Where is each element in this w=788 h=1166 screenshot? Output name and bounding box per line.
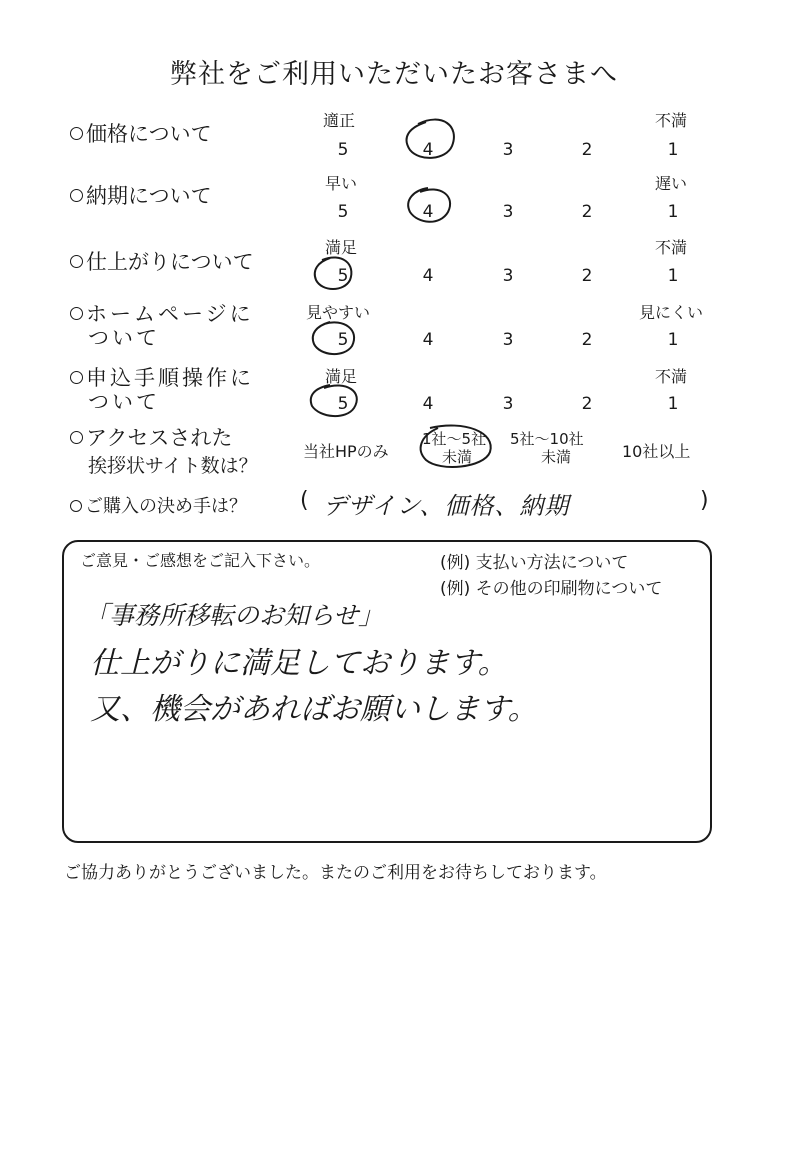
q2-left-label: 早い (325, 174, 358, 193)
comment-example-1: (例) 支払い方法について (440, 553, 629, 573)
q4-option-5[interactable]: 5 (337, 330, 349, 350)
comment-line-3: 又、機会があればお願いします。 (90, 692, 538, 727)
footer-thanks: ご協力ありがとうございました。またのご利用をお待ちしております。 (64, 863, 607, 883)
q1-option-1[interactable]: 1 (667, 140, 679, 160)
q1-option-5[interactable]: 5 (337, 140, 349, 160)
question-homepage: ホームページに (70, 302, 254, 326)
q1-selection-circle (407, 120, 454, 158)
q3-option-2[interactable]: 2 (581, 266, 593, 286)
decision-open-paren: ( (300, 488, 309, 513)
q1-left-label: 適正 (323, 111, 356, 130)
q2-option-3[interactable]: 3 (502, 202, 514, 222)
q5-option-2[interactable]: 2 (581, 394, 593, 414)
q5-selection-circle (311, 385, 357, 416)
decision-close-paren: ) (700, 488, 709, 513)
question-price: 価格について (70, 122, 212, 146)
question-access-sites-line2: 挨拶状サイト数は？ (88, 455, 258, 477)
access-option-1-5[interactable]: 1社〜5社 (422, 430, 487, 448)
q3-option-1[interactable]: 1 (667, 266, 679, 286)
decision-answer[interactable]: デザイン、価格、納期 (323, 492, 570, 520)
q1-option-2[interactable]: 2 (581, 140, 593, 160)
comment-line-2: 仕上がりに満足しております。 (90, 646, 508, 681)
q2-right-label: 遅い (655, 174, 688, 193)
q2-selection-circle (408, 188, 450, 222)
page-title: 弊社をご利用いただいたお客さまへ (170, 59, 618, 90)
q4-option-4[interactable]: 4 (422, 330, 434, 350)
q3-selection-circle (315, 257, 352, 289)
q3-option-5[interactable]: 5 (337, 266, 349, 286)
q5-option-1[interactable]: 1 (667, 394, 679, 414)
q1-right-label: 不満 (655, 111, 688, 130)
question-application-procedure-line2: ついて (88, 390, 160, 414)
q2-option-2[interactable]: 2 (581, 202, 593, 222)
question-delivery: 納期について (70, 184, 212, 208)
access-option-5-10-line2: 未満 (541, 448, 572, 466)
q2-option-5[interactable]: 5 (337, 202, 349, 222)
q3-option-4[interactable]: 4 (422, 266, 434, 286)
q5-option-3[interactable]: 3 (502, 394, 514, 414)
q4-option-2[interactable]: 2 (581, 330, 593, 350)
question-decision: ご購入の決め手は？ (70, 492, 247, 518)
q3-option-3[interactable]: 3 (502, 266, 514, 286)
q5-option-5[interactable]: 5 (337, 394, 349, 414)
access-option-own-hp[interactable]: 当社HPのみ (303, 442, 389, 461)
comment-prompt: ご意見・ご感想をご記入下さい。 (80, 551, 321, 570)
access-option-10-plus[interactable]: 10社以上 (622, 442, 691, 461)
q5-left-label: 満足 (325, 367, 358, 386)
q1-option-4[interactable]: 4 (422, 140, 434, 160)
q4-option-3[interactable]: 3 (502, 330, 514, 350)
access-option-1-5-line2: 未満 (442, 448, 473, 466)
question-homepage-line2: ついて (88, 326, 160, 350)
question-access-sites: アクセスされた (70, 426, 232, 450)
q1-option-3[interactable]: 3 (502, 140, 514, 160)
comment-example-2: (例) その他の印刷物について (440, 579, 663, 599)
q3-right-label: 不満 (655, 238, 688, 257)
question-finish: 仕上がりについて (70, 250, 254, 274)
q2-option-4[interactable]: 4 (422, 202, 434, 222)
q4-selection-circle (313, 322, 354, 354)
q3-left-label: 満足 (325, 238, 358, 257)
comment-line-1: 「事務所移転のお知らせ」 (84, 601, 384, 630)
q4-option-1[interactable]: 1 (667, 330, 679, 350)
access-option-5-10[interactable]: 5社〜10社 (510, 430, 584, 448)
access-selection-circle (421, 425, 491, 466)
q4-left-label: 見やすい (306, 303, 371, 322)
question-application-procedure: 申込手順操作に (70, 366, 254, 390)
q5-right-label: 不満 (655, 367, 688, 386)
q2-option-1[interactable]: 1 (667, 202, 679, 222)
q4-right-label: 見にくい (639, 303, 704, 322)
q5-option-4[interactable]: 4 (422, 394, 434, 414)
